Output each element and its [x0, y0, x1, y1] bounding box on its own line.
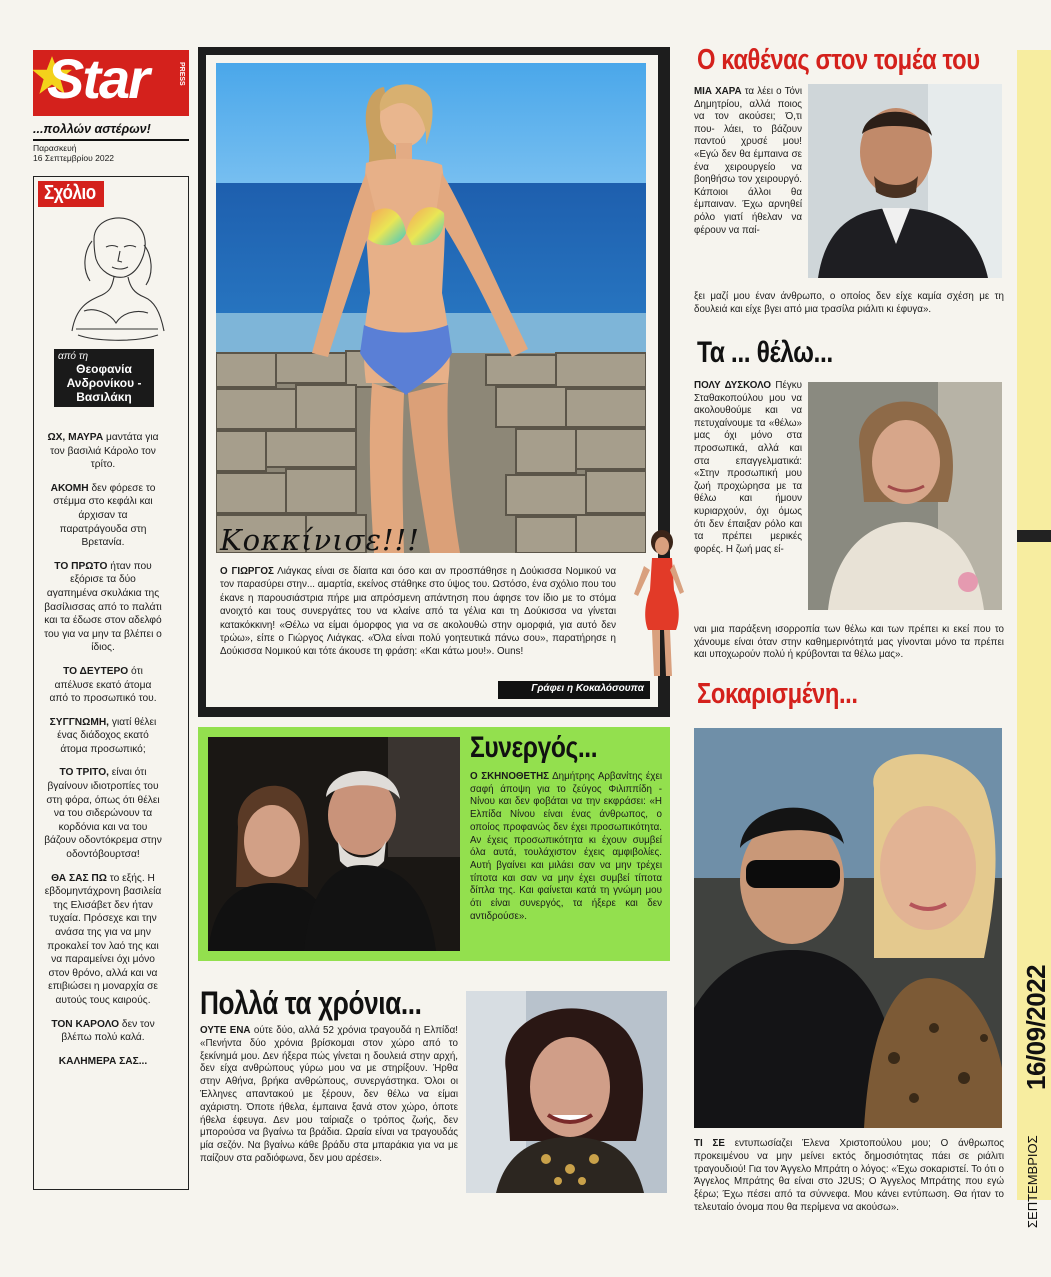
article2-lead: ΠΟΛΥ ΔΥΣΚΟΛΟ: [694, 380, 772, 391]
feature-text: Λιάγκας είναι σε δίαιτα και όσο και αν προσπάθησε η Δούκισσα Νομικού να τον παρασύρει στην... αμαρτία, εκείνος στάθηκε στο ύψος του. Ωστόσο, ένα σχόλιο που του έκανε η παρουσιάστρια πήρε μια απρόσμενη απάντηση που άφησε τον ίδιο με το στόμα ανοιχτό και τους συνεργάτες του να κλαίνε από τα γέλια και τη Δούκισσα να γίνεται κατακόκκινη! «Θέλω να είμαι όμορφος για να σε ακολουθώ στην ομορφιά, για αυτό δεν τρώω», είπε ο Γιώργος Λιάγκας. «Όλα είναι πολύ γοητευτικά πάνω σου», παρατήρησε η Δούκισσα Νομικού και τότε άκουσε τη φράση: «Και κάτω μου!». Ouns!: [220, 566, 616, 658]
feature-panel: [198, 47, 670, 717]
byline-name: Θεοφανία Ανδρονίκου - Βασιλάκη: [66, 362, 142, 404]
logo-sub: PRESS: [178, 62, 185, 86]
article4-body: [200, 1025, 458, 1166]
article1-photo: [808, 84, 1002, 278]
article5-headline: Σοκαρισμένη...: [697, 678, 858, 710]
sidebar-paragraph-lead: ΘΑ ΣΑΣ ΠΩ: [51, 872, 107, 884]
article3-lead: Ο ΣΚΗΝΟΘΕΤΗΣ: [470, 771, 550, 782]
sidebar-paragraph: [44, 1018, 162, 1045]
article2-text: Πέγκυ Σταθακοπούλου μου να ακολουθούμε και να πετυχαίνουμε τα «θέλω» μας όχι μόνο στα προσωπικά, αλλά και στα επαγγελματικά: «Στην προσωπική μου ζωή προχώρησα με τα θέλω και ήμουν κυριαρχούν, όχι όμως ότι δεν έπαιξαν ρόλο και τα πρέπει μερικές φορές. Η ζωή μας εί-: [694, 380, 802, 555]
byline-prefix: από τη: [58, 351, 89, 362]
article3-box: [198, 727, 670, 961]
issue-day: Παρασκευή: [33, 143, 77, 153]
feature-photo: [216, 63, 646, 553]
columnist-sketch: [54, 211, 174, 361]
article3-text: Δημήτρης Αρβανίτης έχει σαφή άποψη για το ζεύγος Φιλιππίδη - Νίνου και δεν φοβάται να την εκφράσει: «Η Ελπίδα Νίνου είναι ένας άνθρωπος, ο οποίος προφανώς δεν έχει προσωπικότητα. Αν έχεις προσωπικότητα κι έχουν συμβεί όλα αυτά, τουλάχιστον έχεις αμφιβολίες. Αυτή βγαίνει και μιλάει σαν να μην τρέχει τίποτα και σαν να μην έχει συμβεί τίποτα δίπλα της. Και φαίνεται κατά τη γνώμη μου ότι είναι συνεργός, τα ήξερε και δεν αντιδρούσε».: [470, 771, 662, 922]
sidebar-paragraph: [44, 560, 162, 655]
article1-text: τα λέει ο Τόνι Δημητρίου, αλλά ποιος να τον ακούσει; Ό,τι που- λάει, το βάζουν παντού χρυσέ μου! «Εγώ δεν θα έμπαινα σε ένα χειρουργείο να βοηθήσω τον χειρουργό. Κάποιοι άλλοι θα έμπαιναν. Έχω αρνηθεί ρόλο γιατί ήθελαν να φέρουν να παί-: [694, 86, 802, 236]
sidebar-paragraph: [44, 1055, 162, 1069]
sidebar-paragraph-lead: ΚΑΛΗΜΕΡΑ ΣΑΣ...: [58, 1055, 148, 1067]
feature-credit: Γράφει η Κοκαλόσουπα: [531, 683, 644, 694]
article3-body: [470, 771, 662, 923]
sidebar-paragraph-lead: ΤΟΝ ΚΑΡΟΛΟ: [51, 1018, 120, 1030]
sidebar-paragraph: [44, 766, 162, 861]
article3-headline: Συνεργός...: [470, 731, 598, 764]
sidebar-paragraph-text: δεν φόρεσε το στέμμα στο κεφάλι και άρχισαν τα παρατράγουδα στη Βρετανία.: [53, 482, 156, 549]
sidebar-paragraph: [44, 482, 162, 550]
byline-box: [54, 349, 154, 407]
sidebar-paragraph: [44, 665, 162, 706]
edge-month: ΣΕΠΤΕΜΒΡΙΟΣ: [1025, 1135, 1040, 1228]
feature-body: [220, 565, 616, 659]
article5-text: εντυπωσίαζει Έλενα Χριστοπούλου μου; Ο άνθρωπος προκειμένου να μην μείνει εκτός δημοσιότητας πάει σε ριάλιτι τραγουδιού! Για τον Άγγελο Μπράτη ο λόγος: «Έχω σοκαριστεί. Το ότι ο Άγγελος Μπράτης θα είναι στο J2US; Ο Άγγελος Μπράτης που εγώ ξέρω; Έχω πέσει από τα σύννεφα. Μου κάνει εντύπωση. Θα ήταν το τελευταίο όνομα που θα περίμενα να ακούσω».: [694, 1138, 1004, 1213]
article3-photo: [208, 737, 460, 951]
article1-body-column: [694, 86, 802, 237]
sidebar-paragraph-text: ήταν που εξόρισε τα δύο αγαπημένα σκυλάκια της βασίλισσας από το παλάτι και τα έδωσε στον αδελφό του για να μην τα βλέπει ο ίδιος.: [44, 560, 162, 654]
sidebar-paragraph-lead: ΑΚΟΜΗ: [50, 482, 89, 494]
article5-lead: ΤΙ ΣΕ: [694, 1138, 725, 1149]
sidebar-paragraph-text: ότι απέλυσε εκατό άτομα από το προσωπικό του.: [49, 665, 157, 705]
sidebar-paragraph: [44, 431, 162, 472]
sidebar-paragraph-text: μαντάτα για τον βασιλιά Κάρολο τον τρίτο.: [50, 432, 159, 471]
comment-sidebar: [33, 176, 189, 1190]
article5-photo: [694, 728, 1002, 1128]
masthead: [33, 50, 189, 168]
sidebar-paragraph-lead: ΤΟ ΤΡΙΤΟ,: [59, 767, 109, 779]
red-dress-figure: [630, 530, 688, 680]
edge-strip: [1017, 50, 1051, 1228]
sidebar-paragraph-text: δεν τον βλέπω πολύ καλά.: [61, 1018, 155, 1044]
sidebar-paragraph-lead: ΩΧ, ΜΑΥΡΑ: [47, 432, 104, 443]
article2-body-column: [694, 380, 802, 556]
article2-headline: Τα ... θέλω...: [697, 336, 833, 369]
sidebar-paragraph: [44, 872, 162, 1008]
feature-lead: Ο ΓΙΩΡΓΟΣ: [220, 566, 274, 577]
feature-headline: Κοκκίνισε!!!: [220, 523, 420, 557]
edge-date: 16/09/2022: [1021, 964, 1051, 1090]
article1-body-full: ξει μαζί μου έναν άνθρωπο, ο οποίος δεν είχε καμία σχέση με τη δουλειά και είχε βγει από μια τρασίλα ριάλιτι κι έφυγα».: [694, 291, 1004, 315]
article4-photo: [466, 991, 667, 1193]
feature-credit-bar: [498, 681, 650, 699]
article5-body: [694, 1138, 1004, 1215]
sidebar-paragraph: [44, 716, 162, 757]
section-title: Σχόλιο: [44, 182, 96, 204]
tagline: ...πολλών αστέρων!: [33, 122, 151, 136]
logo-text: Star: [47, 50, 148, 110]
article4-headline: Πολλά τα χρόνια...: [200, 985, 422, 1021]
article2-body-full: ναι μια παράξενη ισορροπία των θέλω και των πρέπει κι εκεί που το χάνουμε είναι όταν στην καθημερινότητά μας γίνονται μόνο τα πρέπει και υποχωρούν πολύ ή κρύβονται τα θέλω μας».: [694, 624, 1004, 661]
sidebar-paragraph-text: το εξής. Η εβδομηντάχρονη βασιλεία της Ελισάβετ δεν ήταν τυχαία. Πρόσεχε και την ανάσα της για να μην προκαλεί τον λαό της και να παραμείνει όχι μόνο στον θρόνο, αλλά και να επιβιώσει η μοναρχία σε αυτούς τους καιρούς.: [44, 872, 162, 1006]
article4-text: ούτε δύο, αλλά 52 χρόνια τραγουδά η Ελπίδα! «Πενήντα δύο χρόνια βρίσκομαι στον χώρο από το ξεκίνημά μου. Δεν ήξερα πώς γίνεται η δουλειά στην αρχή, δεν είχα ανθρώπους γύρω μου να με στηρίξουν. Ήρθα στην Αθήνα, βρήκα ανθρώπους, συνεργάστηκα. Όλοι οι Έλληνες απαντακού με ξέρουν, δεν θέλω να είμαι αχάριστη. Όποτε ήθελα, έμπαινα ξανά στον χώρο, όποτε ήθελα έφευγα. Δεν μου ταίριαζε ο τρόπος ζωής, δεν μπορούσα να βγαίνω τα βράδια. Ωραία είναι να τραγουδάς μία σεζόν. Να βγαίνω κάθε βράδυ στα μπαράκια για να με παίζουν στα ραδιόφωνα, δεν μου αρέσει».: [200, 1025, 458, 1164]
section-title-box: [38, 181, 104, 207]
sidebar-paragraph-lead: ΤΟ ΔΕΥΤΕΡΟ: [63, 665, 129, 677]
sidebar-paragraph-text: είναι ότι βγαίνουν ιδιοτροπίες του στη φόρα, όπως ότι θέλει να του σιδερώνουν τα κορδόνια και να του βάζουν οδοντόκρεμα στην οδοντόβουρτσα!: [44, 767, 162, 861]
article1-headline: Ο καθένας στον τομέα του: [697, 44, 980, 76]
star-logo: [33, 50, 189, 116]
article4-lead: ΟΥΤΕ ΕΝΑ: [200, 1025, 251, 1036]
sidebar-paragraph-text: γιατί θέλει ένας διάδοχος εκατό άτομα προσωπικό;: [57, 716, 157, 755]
sidebar-paragraph-lead: ΣΥΓΓΝΩΜΗ,: [49, 716, 110, 728]
article1-lead: ΜΙΑ ΧΑΡΑ: [694, 86, 742, 97]
issue-date: 16 Σεπτεμβρίου 2022: [33, 153, 115, 163]
article2-photo: [808, 382, 1002, 610]
sidebar-text: [44, 431, 162, 1078]
edge-marker: [1017, 530, 1051, 542]
sidebar-paragraph-lead: ΤΟ ΠΡΩΤΟ: [54, 560, 108, 572]
